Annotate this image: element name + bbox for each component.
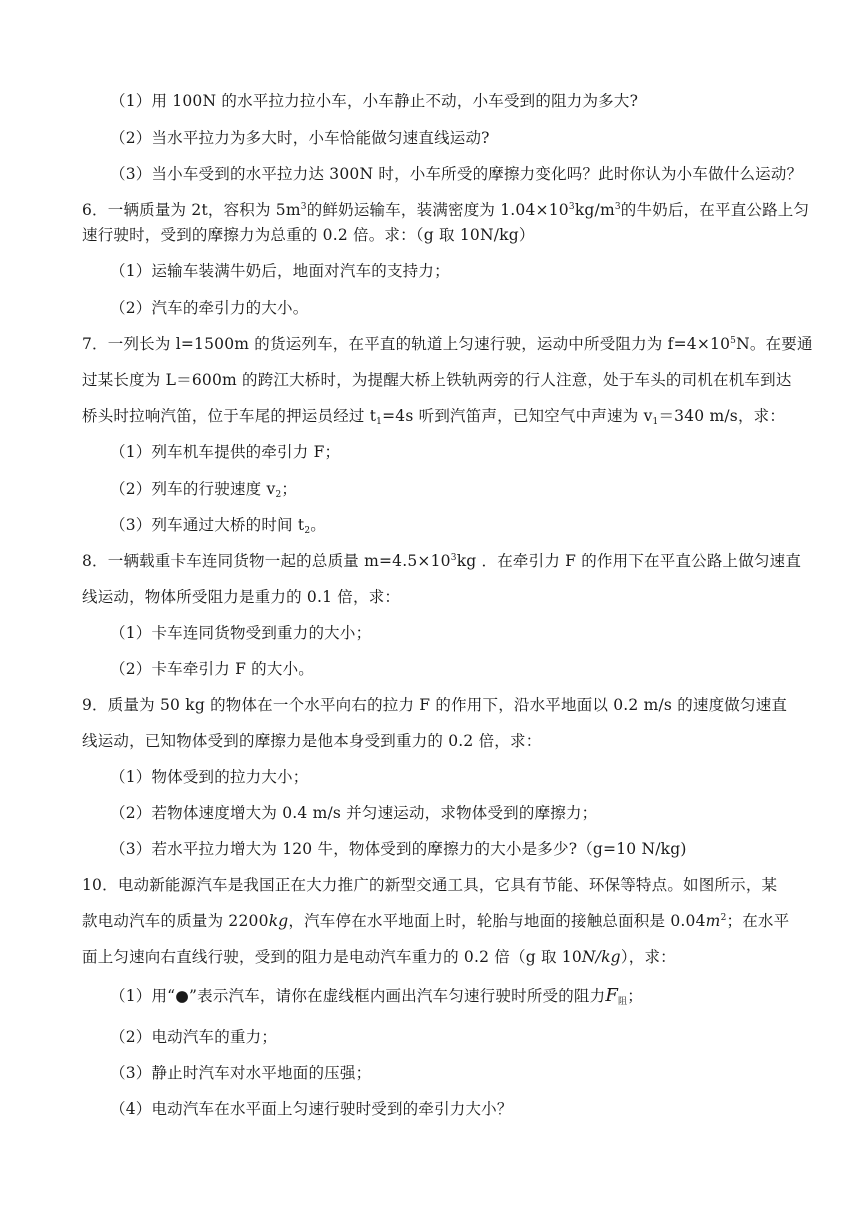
- q7-part3: （3）列车通过大桥的时间 $t_2$。: [110, 516, 326, 536]
- q6-part2: （2）汽车的牵引力的大小。: [110, 299, 309, 317]
- q10-stem-line2: 款电动汽车的质量为 2200kg，汽车停在水平地面上时，轮胎与地面的接触总面积是 $0.04m^2$；在水平: [82, 912, 790, 930]
- q6-part1: （1）运输车装满牛奶后，地面对汽车的支持力；: [110, 262, 450, 280]
- q7-part2: （2）列车的行驶速度 $v_2$；: [110, 480, 298, 500]
- q7-stem-line1: 7．一列长为 l=1500m 的货运列车，在平直的轨道上匀速行驶，运动中所受阻力为 $f=4\times 10^5N$。在要通: [82, 335, 813, 353]
- q6-stem-line2: 速行驶时，受到的摩擦力为总重的 0.2 倍。求：（g 取 10N/kg）: [82, 226, 535, 244]
- q10-part3: （3）静止时汽车对水平地面的压强；: [110, 1064, 372, 1082]
- q8-stem-line2: 线运动，物体所受阻力是重力的 0.1 倍，求：: [82, 588, 401, 606]
- q5-part1: （1）用 100N 的水平拉力拉小车，小车静止不动，小车受到的阻力为多大?: [110, 92, 639, 110]
- q5-part2: （2）当水平拉力为多大时，小车恰能做匀速直线运动?: [110, 129, 490, 147]
- q10-stem-line3: 面上匀速向右直线行驶，受到的阻力是电动汽车重力的 0.2 倍（g 取 10N/kg），求：: [82, 948, 676, 966]
- q7-part1: （1）列车机车提供的牵引力 F；: [110, 443, 341, 461]
- q9-part1: （1）物体受到的拉力大小；: [110, 768, 309, 786]
- q9-stem-line2: 线运动，已知物体受到的摩擦力是他本身受到重力的 0.2 倍，求：: [82, 732, 542, 750]
- q5-part3: （3）当小车受到的水平拉力达 300N 时，小车所受的摩擦力变化吗？此时你认为小车做什么运动？: [110, 165, 803, 183]
- q9-part3: （3）若水平拉力增大为 120 牛，物体受到的摩擦力的大小是多少?（g=10 N/kg): [110, 840, 687, 858]
- q8-stem-line1: 8．一辆载重卡车连同货物一起的总质量 $m=4.5\times 10^3kg$ ．在牵引力 F 的作用下在平直公路上做匀速直: [82, 552, 802, 570]
- q8-part2: （2）卡车牵引力 F 的大小。: [110, 660, 314, 678]
- q9-stem-line1: 9．质量为 50 kg 的物体在一个水平向右的拉力 F 的作用下，沿水平地面以 0.2 m/s 的速度做匀速直: [82, 696, 788, 714]
- q7-stem-line3: 桥头时拉响汽笛，位于车尾的押运员经过 $t_1=4s$ 听到汽笛声，已知空气中声速为 $v_1=340$ m/s，求：: [82, 407, 786, 427]
- q10-part1: （1）用“●”表示汽车，请你在虚线框内画出汽车匀速行驶时所受的阻力$F_阻$；: [110, 985, 643, 1007]
- q10-stem-line1: 10．电动新能源汽车是我国正在大力推广的新型交通工具，它具有节能、环保等特点。如图所示，某: [82, 876, 778, 894]
- q6-stem-line1: 6．一辆质量为 2t，容积为 $5m^3$的鲜奶运输车，装满密度为 $1.04\times 10^3kg/m^3$的牛奶后，在平直公路上匀: [82, 201, 810, 219]
- q7-stem-line2: 过某长度为 L＝600m 的跨江大桥时，为提醒大桥上铁轨两旁的行人注意，处于车头的司机在机车到达: [82, 371, 792, 389]
- q10-part4: （4）电动汽车在水平面上匀速行驶时受到的牵引力大小？: [110, 1100, 513, 1118]
- q10-part2: （2）电动汽车的重力；: [110, 1028, 278, 1046]
- q9-part2: （2）若物体速度增大为 0.4 m/s 并匀速运动，求物体受到的摩擦力；: [110, 804, 598, 822]
- q8-part1: （1）卡车连同货物受到重力的大小；: [110, 624, 372, 642]
